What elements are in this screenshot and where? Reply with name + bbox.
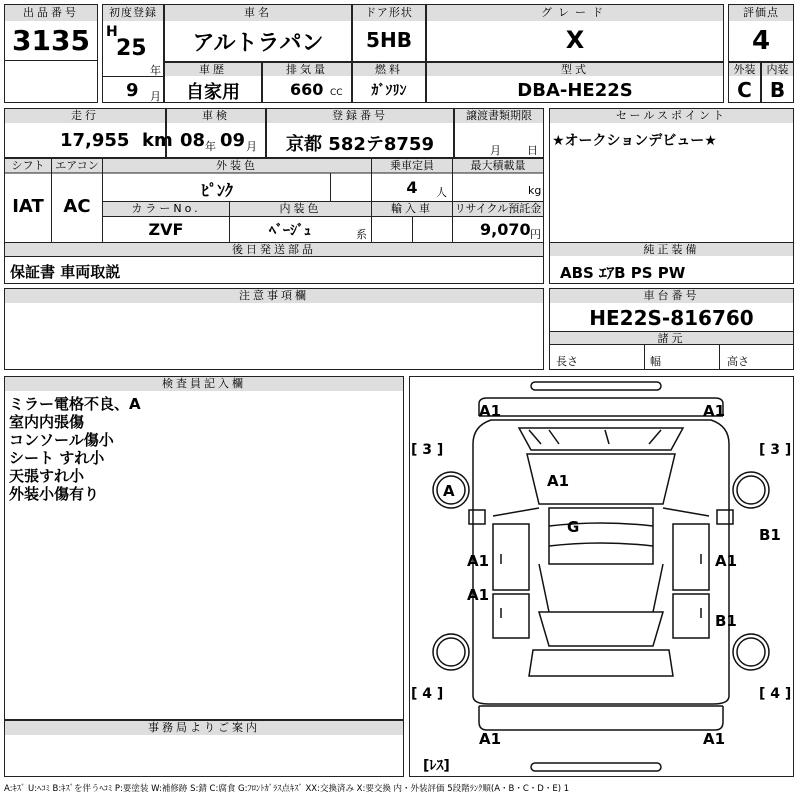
inspector-note: 室内内張傷 <box>9 413 85 431</box>
int-grade: B <box>769 78 786 102</box>
capacity-unit: 人 <box>436 186 447 199</box>
lot-label: 出品番号 <box>5 5 97 21</box>
car-name-label: 車名 <box>165 5 351 21</box>
reg-no: 京都 582テ8759 <box>286 134 434 155</box>
chassis-number: HE22S-816760 <box>589 306 754 330</box>
mark-hood: A1 <box>547 472 570 490</box>
reg-no-label: 登録番号 <box>267 109 453 123</box>
mark-right-fender: B1 <box>759 526 781 544</box>
door-label: ドア形状 <box>353 5 425 21</box>
inspector-note: ミラー電格不良、A <box>9 395 141 413</box>
inspector-note: シート すれ小 <box>9 449 105 467</box>
mark-rear-left: A1 <box>479 730 502 748</box>
fuel-label: 燃料 <box>353 63 425 76</box>
genuine-equipment: ABS ｴｱB PS PW <box>560 264 686 282</box>
mileage-label: 走行 <box>5 109 165 123</box>
load-unit: kg <box>528 184 542 197</box>
inspector-note: 外装小傷有り <box>9 485 100 503</box>
int-color-label: 内装色 <box>230 202 371 216</box>
capacity: 4 <box>406 178 418 197</box>
mileage: 17,955 <box>60 130 130 151</box>
capacity-label: 乗車定員 <box>372 159 452 173</box>
spec-length-label: 長さ <box>556 355 578 368</box>
spare-tire: [ﾚｽ] <box>423 758 450 774</box>
spec-label: 諸元 <box>550 331 793 344</box>
history-label: 車歴 <box>165 63 261 76</box>
grade: X <box>565 26 585 54</box>
transfer-label: 譲渡書類期限 <box>455 109 543 123</box>
color-no-label: カラーNo. <box>103 202 229 216</box>
later-parts: 保証書 車両取説 <box>10 263 121 281</box>
spec-width-label: 幅 <box>650 355 661 368</box>
int-color: ﾍﾞｰｼﾞｭ <box>269 223 311 239</box>
int-label: 内装 <box>762 63 793 76</box>
month-unit: 月 <box>150 90 161 103</box>
score-label: 評価点 <box>729 5 793 21</box>
aircon: AC <box>63 196 91 217</box>
aircon-label: エアコン <box>52 159 102 173</box>
selling-point: ★オークションデビュー★ <box>552 133 717 149</box>
tire-left-rear: [ 4 ] <box>411 686 444 702</box>
recycle-label: リサイクル預託金 <box>454 202 542 215</box>
mark-right-front-door: A1 <box>715 552 738 570</box>
inspector-notes <box>9 395 141 503</box>
era: H <box>106 24 118 40</box>
car-diagram <box>409 376 794 777</box>
displacement: 660 <box>290 80 324 99</box>
transfer-month-unit: 月 <box>490 144 501 157</box>
score: 4 <box>751 26 771 56</box>
car-name: アルトラパン <box>192 31 324 56</box>
inspection-year-unit: 年 <box>205 140 216 153</box>
import-label: 輸入車 <box>372 202 452 216</box>
transfer-day-unit: 日 <box>527 144 538 157</box>
fuel: ｶﾞｿﾘﾝ <box>371 83 407 99</box>
inspector-note: コンソール傷小 <box>9 431 114 449</box>
genuine-label: 純正装備 <box>550 242 793 256</box>
ext-color: ﾋﾟﾝｸ <box>200 181 233 200</box>
spec-height-label: 高さ <box>727 355 749 368</box>
inspection-month: 09 <box>220 130 246 151</box>
load-label: 最大積載量 <box>453 159 543 173</box>
color-no: ZVF <box>148 220 184 239</box>
ext-label: 外装 <box>729 63 760 76</box>
shift-label: シフト <box>5 159 51 173</box>
mileage-unit: km <box>142 130 173 151</box>
mark-left-rear-door: A1 <box>467 586 490 604</box>
first-reg-label: 初度登録 <box>103 5 163 21</box>
mark-front-right: A1 <box>703 402 726 420</box>
int-color-unit: 系 <box>356 228 367 241</box>
inspector-label: 検査員記入欄 <box>5 377 403 391</box>
lot-number: 3135 <box>12 24 90 57</box>
mark-rear-right: A1 <box>703 730 726 748</box>
inspection-label: 車検 <box>167 109 265 123</box>
year-unit: 年 <box>150 64 161 77</box>
mark-front-left: A1 <box>479 402 502 420</box>
mark-left-front-door: A1 <box>467 552 490 570</box>
model-label: 型式 <box>427 63 723 76</box>
office-label: 事務局よりご案内 <box>5 721 403 735</box>
ext-color-label: 外装色 <box>103 159 371 173</box>
mark-right-rear-door: B1 <box>715 612 737 630</box>
ext-grade: C <box>737 78 752 102</box>
inspection-year: 08 <box>180 130 206 151</box>
door-type: 5HB <box>366 28 412 52</box>
tire-left-front: [ 3 ] <box>411 442 444 458</box>
tire-right-front: [ 3 ] <box>759 442 792 458</box>
spec-dims-grid <box>549 344 794 370</box>
recycle-fee: 9,070 <box>480 220 531 239</box>
caution-label: 注意事項欄 <box>5 289 543 303</box>
displacement-unit: CC <box>330 88 343 98</box>
displacement-label: 排気量 <box>263 63 351 76</box>
tire-right-rear: [ 4 ] <box>759 686 792 702</box>
chassis-label: 車台番号 <box>550 289 793 303</box>
mark-windshield: G <box>567 518 580 536</box>
legend: A:ｷｽﾞ U:ﾍｺﾐ B:ｷｽﾞを伴うﾍｺﾐ P:要塗装 W:補修跡 S:錆 C:腐食 G:ﾌﾛﾝﾄｶﾞﾗｽ点ｷｽﾞ XX:交換済み X:要交換 内・外装評価 5段階ﾗﾝｸ順(A・B・C・D・E) 1 <box>4 784 570 794</box>
recycle-unit: 円 <box>530 228 541 241</box>
later-parts-label: 後日発送部品 <box>5 243 543 256</box>
selling-label: セールスポイント <box>550 109 793 123</box>
inspection-month-unit: 月 <box>246 140 257 153</box>
reg-year: 25 <box>116 36 147 61</box>
reg-month: 9 <box>126 80 139 101</box>
mark-mirror-left: A <box>443 482 455 500</box>
grade-label: グレード <box>427 5 723 21</box>
inspector-note: 天張すれ小 <box>9 467 85 485</box>
model: DBA-HE22S <box>517 80 633 101</box>
history: 自家用 <box>186 82 240 103</box>
shift: IAT <box>12 196 44 217</box>
